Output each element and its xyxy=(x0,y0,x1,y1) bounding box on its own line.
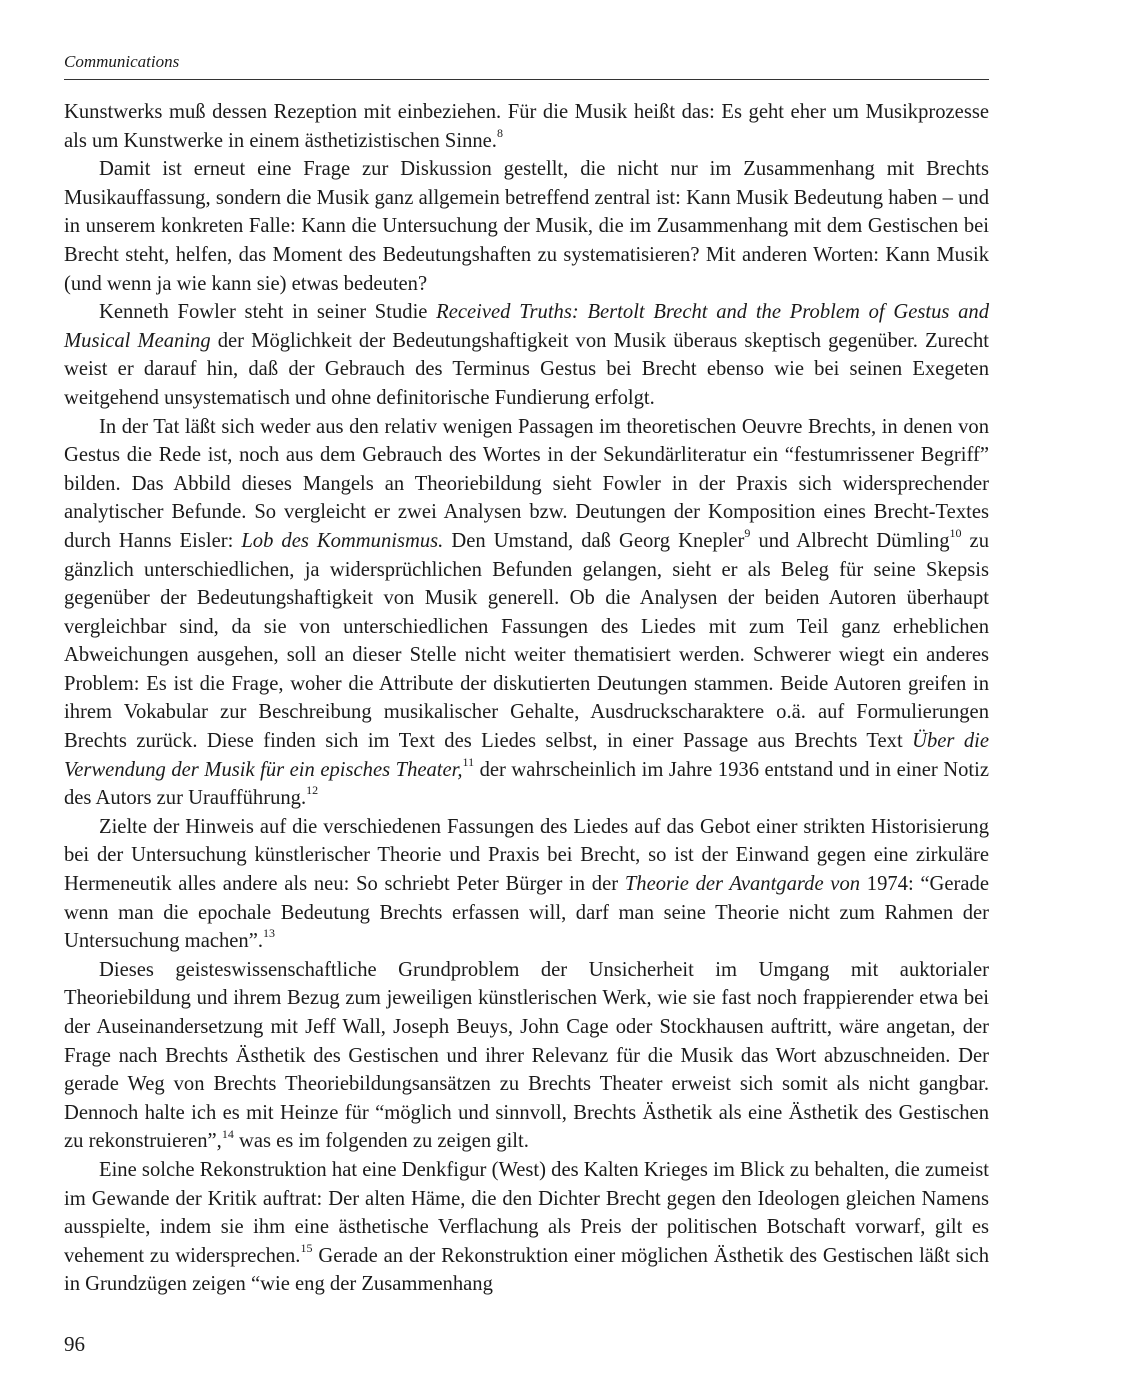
text-run: der wahrscheinlich im Jahre 1936 entstand und in einer Notiz des Autors zur Uraufführung. xyxy=(64,758,989,810)
text-run: Dieses geisteswissenschaftliche Grundproblem der Unsicherheit im Umgang mit auktorialer Theoriebildung und ihrem Bezug zum jeweiligen künstlerischen Werk, wie sie fast noch frappierender etwa bei der Auseinandersetzung mit Jeff Wall, Joseph Beuys, John Cage oder Stockhausen auftritt, wäre angetan, der Frage nach Brechts Ästhetik des Gestischen und ihrer Relevanz für die Musik das Wort abzuschneiden. Der gerade Weg von Brechts Theoriebildungsansätzen zu Brechts Theater erweist sich somit als nicht gangbar. Dennoch halte ich es mit Heinze für “möglich und sinnvoll, Brechts Ästhetik als eine Ästhetik des Gestischen zu rekonstruieren”, xyxy=(64,958,989,1153)
footnote-ref: 11 xyxy=(462,754,475,769)
page-number: 96 xyxy=(64,1332,85,1356)
text-run: der Möglichkeit der Bedeutungshaftigkeit von Musik überaus skeptisch gegenüber. Zurecht weist er darauf hin, daß der Gebrauch des Terminus Gestus bei Brecht ebenso wie bei seinen Exegeten weitgehend unsystematisch und ohne definitorische Fundierung erfolgt. xyxy=(64,329,990,409)
footnote-ref: 10 xyxy=(949,526,962,541)
text-run: 1974: “Gerade wenn man die epochale Bedeutung Brechts erfassen will, darf man seine Theorie nicht zum Rahmen der Untersuchung machen”. xyxy=(64,873,989,953)
italic-title: Über die Verwendung der Musik für ein episches Theater, xyxy=(64,730,989,781)
paragraph xyxy=(64,413,989,813)
footnote-ref: 12 xyxy=(306,783,319,798)
italic-title: Lob des Kommunismus. xyxy=(241,529,444,552)
paragraph xyxy=(64,1156,989,1299)
footnote-ref: 15 xyxy=(300,1240,313,1255)
text-run: Zielte der Hinweis auf die verschiedenen Fassungen des Liedes auf das Gebot einer strikten Historisierung bei der Untersuchung künstlerischer Theorie und Praxis bei Brecht, so ist der Einwand gegen eine zirkuläre Hermeneutik alles andere als neu: So schriebt Peter Bürger in der xyxy=(64,815,989,896)
footnote-ref: 14 xyxy=(221,1126,234,1141)
text-run: Kenneth Fowler steht in seiner Studie xyxy=(99,301,437,324)
text-run: zu gänzlich unterschiedlichen, ja widersprüchlichen Befunden gelangen, sieht er als Beleg für seine Skepsis gegenüber der Bedeutungshaftigkeit von Musik generell. Ob die Analysen der beiden Autoren überhaupt vergleichbar sind, da sie von unterschiedlichen Fassungen des Liedes mit zum Teil ganz erheblichen Abweichungen ausgehen, soll an dieser Stelle nicht weiter thematisiert werden. Schwerer wiegt ein anderes Problem: Es ist die Frage, woher die Attribute der diskutierten Deutungen stammen. Beide Autoren greifen in ihrem Vokabular zur Beschreibung musikalischer Gehalte, Ausdruckscharaktere o.ä. auf Formulierungen Brechts zurück. Diese finden sich im Text des Liedes selbst, in einer Passage aus Brechts Text xyxy=(64,529,989,753)
running-head: Communications xyxy=(64,52,180,71)
text-run: Eine solche Rekonstruktion hat eine Denkfigur (West) des Kalten Krieges im Blick zu behalten, die zumeist im Gewande der Kritik auftrat: Der alten Häme, die den Dichter Brecht gegen den Ideologen gleichen Namens ausspielte, indem sie ihm eine ästhetische Verflachung als Preis der politischen Botschaft vorwarf, gilt es vehement zu widersprechen. xyxy=(64,1158,989,1267)
italic-title: Received Truths: Bertolt Brecht and the Problem of Gestus and Musical Meaning xyxy=(64,301,990,352)
paragraph xyxy=(64,813,989,956)
text-run: Den Umstand, daß Georg Knepler xyxy=(443,529,745,552)
footnote-ref: 13 xyxy=(263,926,275,941)
body-text xyxy=(64,98,989,1299)
italic-title: Theorie der Avantgarde von xyxy=(624,873,861,896)
text-run: und Albrecht Dümling xyxy=(750,529,950,552)
text-run: Kunstwerks muß dessen Rezeption mit einbeziehen. Für die Musik heißt das: Es geht eher um Musikprozesse als um Kunstwerke in einem ästhetizistischen Sinne. xyxy=(64,101,989,152)
paragraph xyxy=(64,956,989,1156)
header-rule xyxy=(64,79,989,80)
text-run: Gerade an der Rekonstruktion einer möglichen Ästhetik des Gestischen läßt sich in Grundzügen zeigen “wie eng der Zusammenhang xyxy=(64,1244,989,1296)
text-run: was es im folgenden zu zeigen gilt. xyxy=(233,1130,529,1153)
text-run: Damit ist erneut eine Frage zur Diskussion gestellt, die nicht nur im Zusammenhang mit Brechts Musikauffassung, sondern die Musik ganz allgemein betreffend zentral ist: Kann Musik Bedeutung haben – und in unserem konkreten Falle: Kann die Untersuchung der Musik, die im Zusammenhang mit dem Gestischen bei Brecht steht, helfen, das Moment des Bedeutungshaften zu systematisieren? Mit anderen Worten: Kann Musik (und wenn ja wie kann sie) etwas bedeuten? xyxy=(64,158,989,295)
paragraph xyxy=(64,298,989,412)
paragraph xyxy=(64,155,989,298)
text-run: In der Tat läßt sich weder aus den relativ wenigen Passagen im theoretischen Oeuvre Brechts, in denen von Gestus die Rede ist, noch aus dem Gebrauch des Wortes in der Sekundärliteratur ein “festumrissener Begriff” bilden. Das Abbild dieses Mangels an Theoriebildung sieht Fowler in der Praxis sich widersprechender analytischer Befunde. So vergleicht er zwei Analysen bzw. Deutungen der Komposition eines Brecht-Textes durch Hanns Eisler: xyxy=(64,415,989,552)
footnote-ref: 8 xyxy=(496,125,503,140)
paragraph xyxy=(64,98,989,155)
footnote-ref: 9 xyxy=(744,526,751,541)
